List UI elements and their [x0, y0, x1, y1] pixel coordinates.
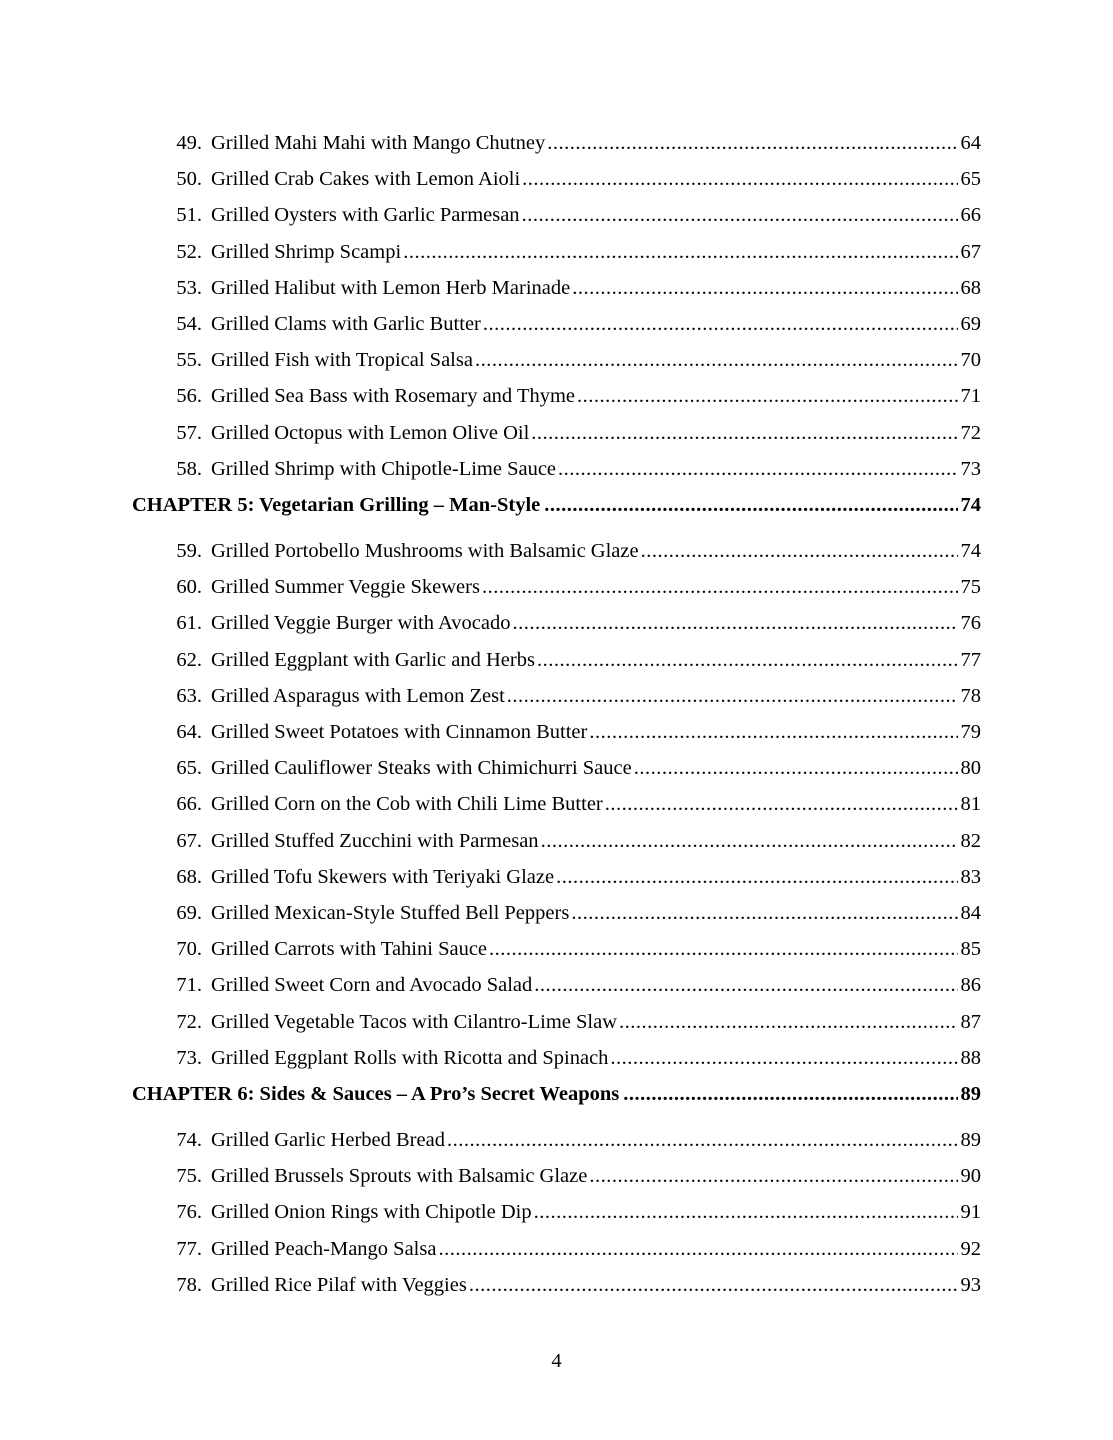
dot-leader: [469, 1267, 958, 1303]
entry-page-number: 86: [960, 974, 981, 997]
dot-leader: [547, 125, 957, 161]
page-number: 4: [551, 1350, 562, 1372]
entry-number: 49.: [176, 132, 202, 154]
entry-title: Grilled Shrimp with Chipotle-Lime Sauce: [211, 457, 557, 480]
toc-entry: [132, 1194, 981, 1230]
entry-number: 71.: [176, 974, 202, 997]
dot-leader: [556, 859, 957, 895]
toc-entry: [132, 1004, 981, 1040]
entry-title: Grilled Octopus with Lemon Olive Oil: [211, 421, 530, 444]
toc-entry: [132, 569, 981, 605]
entry-page-number: 80: [960, 757, 981, 780]
entry-page-number: 72: [960, 421, 981, 444]
entry-title: Grilled Shrimp Scampi: [211, 240, 402, 263]
dot-leader: [534, 1194, 958, 1230]
dot-leader: [641, 533, 958, 569]
toc-chapter-heading: [132, 487, 981, 523]
entry-number: 61.: [176, 612, 202, 635]
dot-leader: [438, 1231, 957, 1267]
entry-number: 60.: [176, 576, 202, 599]
entry-page-number: 67: [960, 240, 981, 263]
dot-leader: [475, 342, 958, 378]
entry-page-number: 82: [960, 829, 981, 852]
entry-page-number: 93: [960, 1273, 981, 1296]
entry-page-number: 87: [960, 1010, 981, 1033]
entry-title: Grilled Rice Pilaf with Veggies: [211, 1273, 467, 1296]
toc-entry: [132, 750, 981, 786]
entry-page-number: 83: [960, 865, 981, 888]
entry-page-number: 71: [960, 385, 981, 408]
dot-leader: [541, 823, 958, 859]
toc-entry: [132, 1158, 981, 1194]
toc-entry: [132, 270, 981, 306]
entry-number: 64.: [176, 721, 202, 743]
entry-title: Grilled Sweet Corn and Avocado Salad: [211, 974, 533, 997]
dot-leader: [447, 1122, 958, 1158]
dot-leader: [619, 1004, 957, 1040]
entry-number: 52.: [176, 240, 202, 263]
toc-entry: [132, 306, 981, 342]
entry-number: 69.: [176, 901, 202, 924]
entry-page-number: 73: [960, 457, 981, 480]
entry-number: 63.: [176, 684, 202, 707]
entry-number: 51.: [176, 204, 202, 227]
toc-chapter-heading: [132, 1076, 981, 1112]
toc-entry: [132, 823, 981, 859]
chapter-page-number: 89: [960, 1082, 981, 1105]
entry-title: Grilled Eggplant Rolls with Ricotta and Spinach: [211, 1046, 609, 1069]
dot-leader: [572, 270, 957, 306]
entry-title: Grilled Sweet Potatoes with Cinnamon Butter: [211, 721, 588, 743]
toc-entry: [132, 342, 981, 378]
entry-number: 73.: [176, 1046, 202, 1069]
entry-number: 58.: [176, 457, 202, 480]
dot-leader: [537, 642, 958, 678]
entry-page-number: 65: [960, 168, 981, 191]
entry-page-number: 92: [960, 1237, 981, 1260]
dot-leader: [534, 967, 957, 1003]
entry-title: Grilled Crab Cakes with Lemon Aioli: [211, 168, 521, 191]
entry-title: Grilled Mexican-Style Stuffed Bell Peppers: [211, 901, 570, 924]
entry-title: Grilled Stuffed Zucchini with Parmesan: [211, 829, 539, 852]
entry-title: Grilled Eggplant with Garlic and Herbs: [211, 648, 535, 671]
entry-number: 72.: [176, 1010, 202, 1033]
toc-entry: [132, 125, 981, 161]
entry-page-number: 70: [960, 349, 981, 372]
toc-entry: [132, 931, 981, 967]
dot-leader: [482, 569, 958, 605]
toc-entry: [132, 678, 981, 714]
entry-title: Grilled Sea Bass with Rosemary and Thyme: [211, 385, 576, 408]
entry-title: Grilled Carrots with Tahini Sauce: [211, 938, 488, 961]
entry-title: Grilled Asparagus with Lemon Zest: [211, 684, 505, 707]
entry-page-number: 78: [960, 684, 981, 707]
dot-leader: [605, 786, 958, 822]
entry-title: Grilled Oysters with Garlic Parmesan: [211, 204, 520, 227]
toc-entry: [132, 1267, 981, 1303]
toc-entry: [132, 642, 981, 678]
entry-title: Grilled Portobello Mushrooms with Balsamic Glaze: [211, 540, 639, 563]
toc-entry: [132, 533, 981, 569]
toc-entry: [132, 786, 981, 822]
dot-leader: [589, 1158, 957, 1194]
dot-leader: [544, 487, 957, 523]
dot-leader: [610, 1040, 957, 1076]
chapter-title: CHAPTER 6: Sides & Sauces – A Pro’s Secret Weapons: [132, 1082, 620, 1105]
entry-title: Grilled Peach-Mango Salsa: [211, 1237, 437, 1260]
toc-entry: [132, 605, 981, 641]
entry-number: 57.: [176, 421, 202, 444]
entry-page-number: 76: [960, 612, 981, 635]
entry-title: Grilled Fish with Tropical Salsa: [211, 349, 473, 372]
chapter-page-number: 74: [960, 493, 981, 516]
toc-entry: [132, 234, 981, 270]
dot-leader: [531, 415, 957, 451]
toc-entry: [132, 378, 981, 414]
entry-page-number: 74: [960, 540, 981, 563]
entry-number: 59.: [176, 540, 202, 563]
dot-leader: [589, 714, 957, 750]
dot-leader: [623, 1076, 957, 1112]
entry-page-number: 91: [960, 1201, 981, 1224]
entry-number: 66.: [176, 793, 202, 816]
entry-page-number: 90: [960, 1165, 981, 1188]
dot-leader: [489, 931, 957, 967]
toc-entry: [132, 714, 981, 750]
entry-title: Grilled Corn on the Cob with Chili Lime Butter: [211, 793, 603, 816]
entry-number: 65.: [176, 757, 202, 780]
entry-page-number: 84: [960, 901, 981, 924]
dot-leader: [522, 197, 958, 233]
entry-number: 54.: [176, 312, 202, 335]
toc-entry: [132, 967, 981, 1003]
entry-title: Grilled Onion Rings with Chipotle Dip: [211, 1201, 532, 1224]
entry-page-number: 66: [960, 204, 981, 227]
entry-number: 70.: [176, 938, 202, 961]
entry-page-number: 81: [960, 793, 981, 816]
toc-entry: [132, 161, 981, 197]
entry-page-number: 75: [960, 576, 981, 599]
entry-title: Grilled Clams with Garlic Butter: [211, 312, 481, 335]
toc-entry: [132, 415, 981, 451]
entry-number: 76.: [176, 1201, 202, 1224]
entry-number: 56.: [176, 385, 202, 408]
entry-title: Grilled Vegetable Tacos with Cilantro-Lime Slaw: [211, 1010, 618, 1033]
entry-title: Grilled Mahi Mahi with Mango Chutney: [211, 132, 546, 154]
toc-entry: [132, 451, 981, 487]
dot-leader: [403, 234, 957, 270]
entry-title: Grilled Garlic Herbed Bread: [211, 1129, 445, 1152]
dot-leader: [512, 605, 957, 641]
entry-title: Grilled Veggie Burger with Avocado: [211, 612, 511, 635]
entry-page-number: 79: [960, 721, 981, 743]
dot-leader: [483, 306, 958, 342]
toc-entry: [132, 1040, 981, 1076]
entry-number: 78.: [176, 1273, 202, 1296]
entry-title: Grilled Tofu Skewers with Teriyaki Glaze: [211, 865, 555, 888]
dot-leader: [507, 678, 958, 714]
entry-number: 74.: [176, 1129, 202, 1152]
entry-number: 50.: [176, 168, 202, 191]
table-of-contents: [132, 125, 981, 1303]
dot-leader: [558, 451, 957, 487]
dot-leader: [634, 750, 958, 786]
chapter-title: CHAPTER 5: Vegetarian Grilling – Man-Style: [132, 493, 541, 516]
entry-title: Grilled Brussels Sprouts with Balsamic Glaze: [211, 1165, 588, 1188]
entry-number: 77.: [176, 1237, 202, 1260]
dot-leader: [577, 378, 957, 414]
entry-number: 67.: [176, 829, 202, 852]
entry-title: Grilled Halibut with Lemon Herb Marinade: [211, 276, 571, 299]
dot-leader: [522, 161, 957, 197]
dot-leader: [571, 895, 957, 931]
entry-page-number: 64: [960, 132, 981, 154]
entry-page-number: 68: [960, 276, 981, 299]
toc-entry: [132, 197, 981, 233]
entry-title: Grilled Summer Veggie Skewers: [211, 576, 480, 599]
toc-entry: [132, 1231, 981, 1267]
entry-number: 53.: [176, 276, 202, 299]
entry-page-number: 88: [960, 1046, 981, 1069]
toc-entry: [132, 1122, 981, 1158]
entry-number: 68.: [176, 865, 202, 888]
entry-number: 75.: [176, 1165, 202, 1188]
entry-page-number: 77: [960, 648, 981, 671]
entry-title: Grilled Cauliflower Steaks with Chimichurri Sauce: [211, 757, 632, 780]
entry-page-number: 69: [960, 312, 981, 335]
toc-entry: [132, 895, 981, 931]
entry-page-number: 89: [960, 1129, 981, 1152]
entry-number: 55.: [176, 349, 202, 372]
toc-entry: [132, 859, 981, 895]
entry-page-number: 85: [960, 938, 981, 961]
entry-number: 62.: [176, 648, 202, 671]
